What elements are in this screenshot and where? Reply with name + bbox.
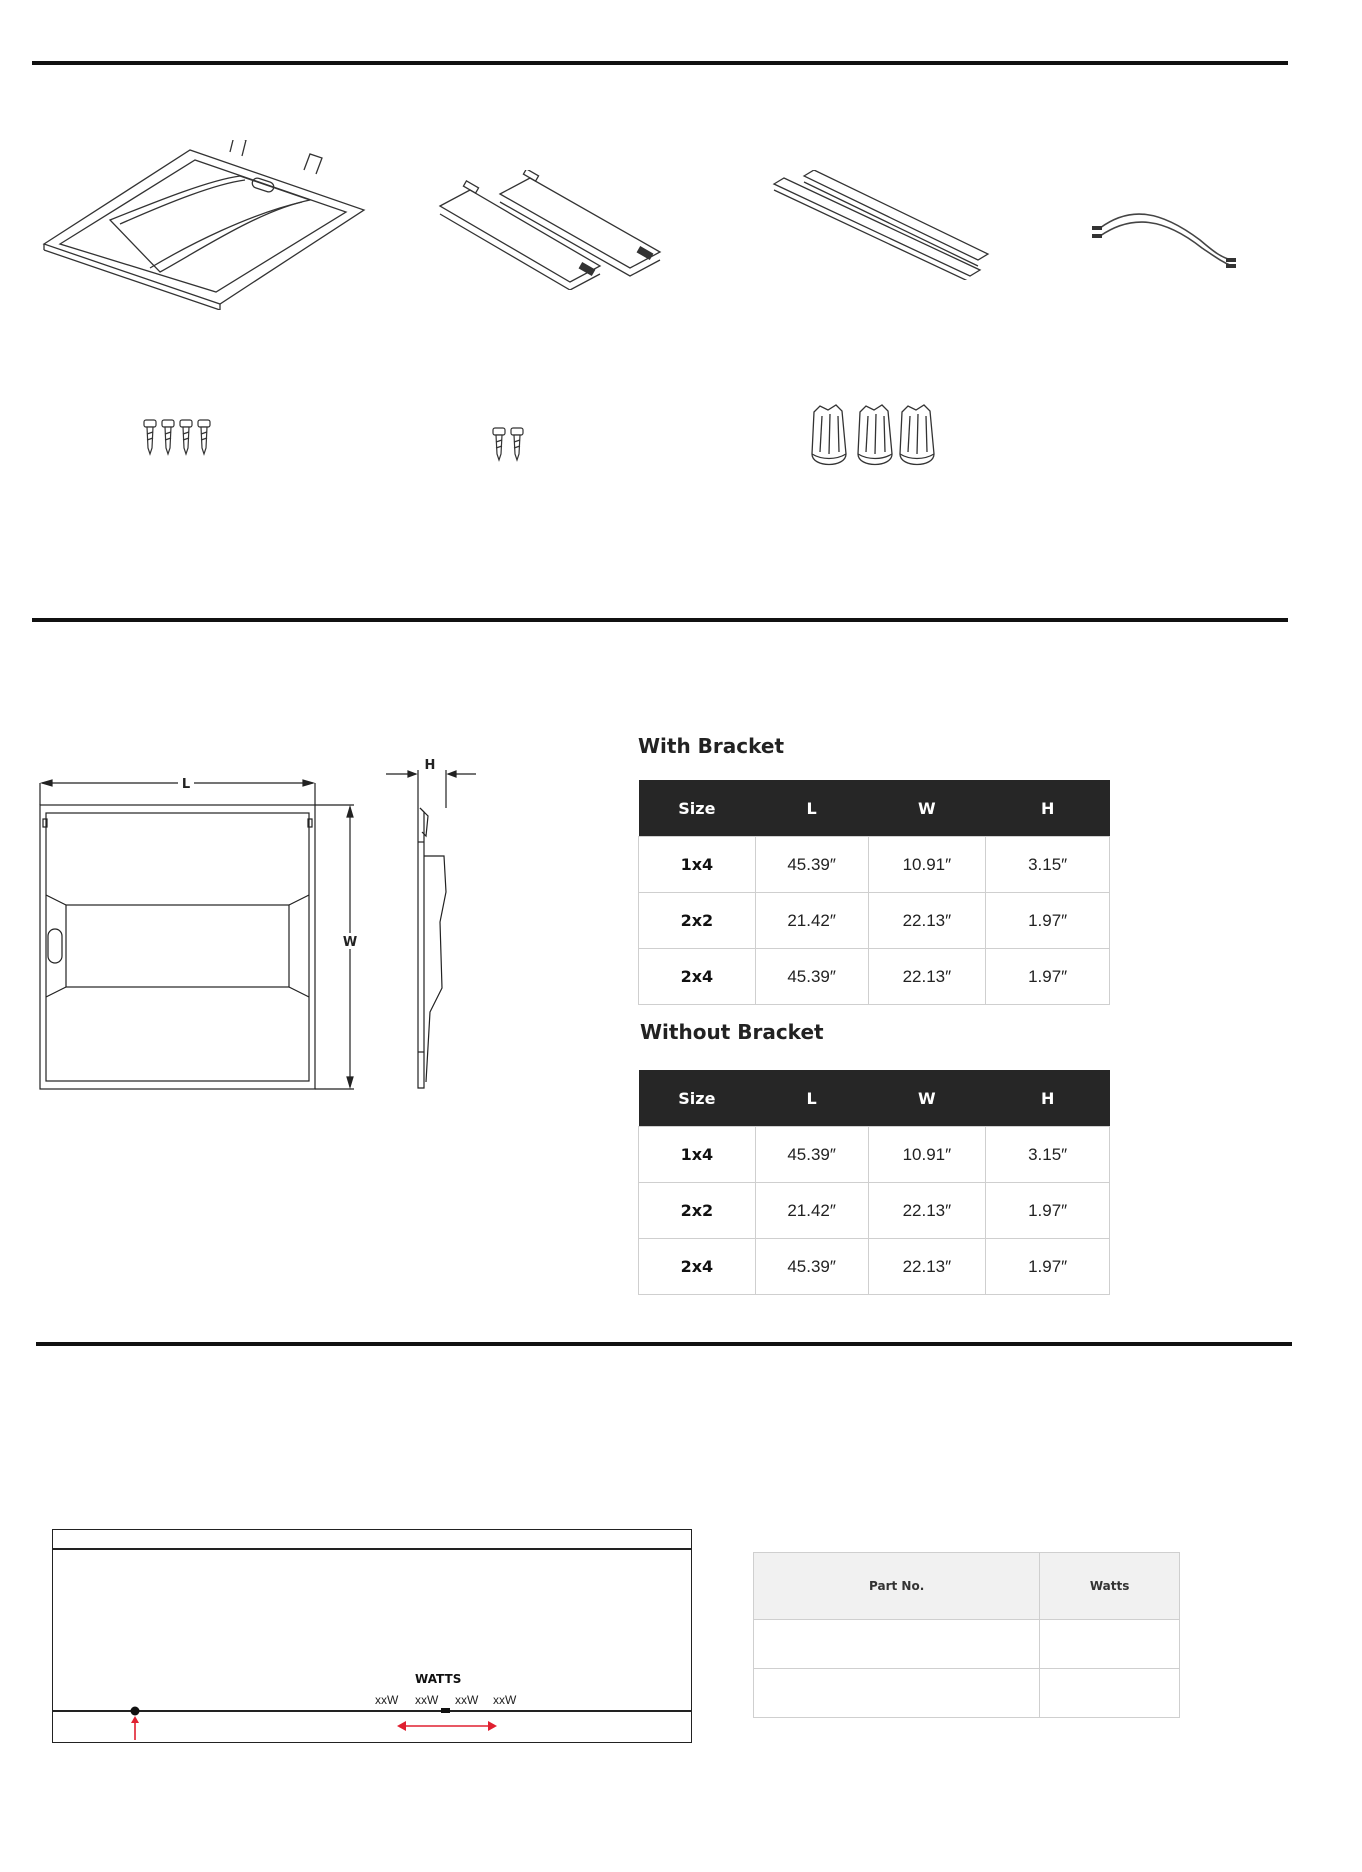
height-cell: 1.97″	[986, 1239, 1110, 1295]
column-header-height: H	[986, 780, 1110, 837]
height-cell: 3.15″	[986, 1127, 1110, 1183]
mounting-bracket-illustration	[430, 170, 670, 290]
column-header-width: W	[868, 780, 986, 837]
length-dimension-label: L	[181, 777, 191, 792]
section-divider-top	[32, 61, 1288, 65]
fixture-side-view-dimension-diagram	[380, 752, 490, 1097]
watts-title: WATTS	[415, 1672, 462, 1686]
without-bracket-dimensions-table	[638, 1070, 1110, 1295]
with-bracket-dimensions-table	[638, 780, 1110, 1005]
length-cell: 45.39″	[755, 949, 868, 1005]
width-cell: 22.13″	[868, 893, 986, 949]
column-header-height: H	[986, 1070, 1110, 1127]
column-header-size: Size	[639, 780, 756, 837]
wire-leads-illustration	[1090, 200, 1240, 270]
wattage-option: xxW	[415, 1693, 439, 1707]
column-header-part-no: Part No.	[754, 1553, 1040, 1620]
watts-cell	[1040, 1620, 1180, 1669]
without-bracket-title: Without Bracket	[640, 1020, 824, 1044]
size-cell: 2x2	[639, 1183, 756, 1239]
width-cell: 22.13″	[868, 1239, 986, 1295]
table-row	[754, 1620, 1180, 1669]
indicator-hole-icon	[127, 1706, 143, 1740]
size-cell: 1x4	[639, 1127, 756, 1183]
part-no-cell	[754, 1669, 1040, 1718]
part-number-watts-table	[753, 1552, 1180, 1718]
label-top-divider	[53, 1548, 691, 1550]
part-no-cell	[754, 1620, 1040, 1669]
table-row	[639, 837, 1110, 893]
height-cell: 1.97″	[986, 949, 1110, 1005]
section-divider-middle	[32, 618, 1288, 622]
table-row	[639, 893, 1110, 949]
table-header-row	[754, 1553, 1180, 1620]
length-cell: 45.39″	[755, 1239, 868, 1295]
channel-rails-illustration	[770, 170, 990, 280]
width-dimension-label: W	[342, 935, 358, 950]
screws-set-of-two-illustration	[491, 426, 529, 462]
wire-nuts-illustration	[808, 402, 940, 472]
column-header-length: L	[755, 1070, 868, 1127]
watts-cell	[1040, 1669, 1180, 1718]
table-row	[639, 1183, 1110, 1239]
column-header-length: L	[755, 780, 868, 837]
size-cell: 2x4	[639, 1239, 756, 1295]
size-cell: 2x2	[639, 893, 756, 949]
wattage-option: xxW	[375, 1693, 399, 1707]
height-dimension-label: H	[424, 758, 436, 773]
width-cell: 10.91″	[868, 837, 986, 893]
length-cell: 21.42″	[755, 1183, 868, 1239]
selector-switch-knob[interactable]	[441, 1708, 450, 1713]
height-cell: 3.15″	[986, 837, 1110, 893]
size-cell: 2x4	[639, 949, 756, 1005]
section-divider-bottom	[36, 1342, 1292, 1346]
troffer-fixture-illustration	[40, 140, 370, 310]
height-cell: 1.97″	[986, 1183, 1110, 1239]
length-cell: 45.39″	[755, 837, 868, 893]
table-row	[754, 1669, 1180, 1718]
column-header-width: W	[868, 1070, 986, 1127]
height-cell: 1.97″	[986, 893, 1110, 949]
table-row	[639, 1127, 1110, 1183]
size-cell: 1x4	[639, 837, 756, 893]
fixture-front-view-dimension-diagram	[30, 765, 370, 1095]
table-header-row	[639, 780, 1110, 837]
screws-set-of-four-illustration	[142, 418, 216, 456]
table-row	[639, 949, 1110, 1005]
wattage-option: xxW	[455, 1693, 479, 1707]
table-row	[639, 1239, 1110, 1295]
length-cell: 21.42″	[755, 893, 868, 949]
width-cell: 22.13″	[868, 949, 986, 1005]
wattage-option: xxW	[493, 1693, 517, 1707]
wattage-selector-label-diagram	[52, 1529, 692, 1743]
column-header-watts: Watts	[1040, 1553, 1180, 1620]
table-header-row	[639, 1070, 1110, 1127]
length-cell: 45.39″	[755, 1127, 868, 1183]
column-header-size: Size	[639, 1070, 756, 1127]
width-cell: 10.91″	[868, 1127, 986, 1183]
width-cell: 22.13″	[868, 1183, 986, 1239]
with-bracket-title: With Bracket	[638, 734, 785, 758]
slide-direction-arrow-icon	[395, 1718, 499, 1734]
label-bottom-divider	[53, 1710, 691, 1712]
